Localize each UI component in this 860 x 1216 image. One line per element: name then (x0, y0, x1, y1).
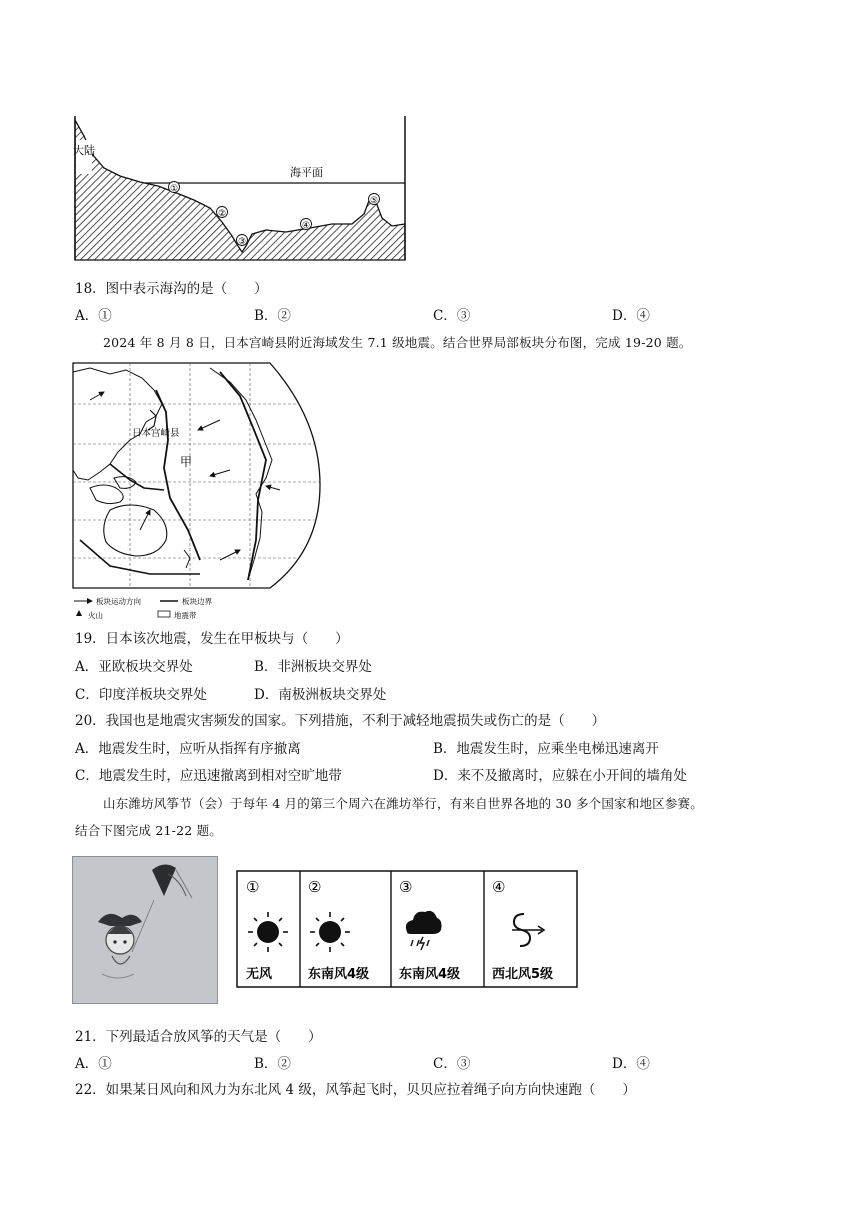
q20-option-a[interactable]: A．地震发生时，应听从指挥有序撤离 (75, 741, 301, 757)
marker-3: ③ (237, 237, 247, 247)
q21-option-d[interactable]: D．④ (612, 1056, 650, 1072)
weather-label-2: 东南风4级 (308, 967, 370, 982)
weather-num-1: ① (246, 878, 260, 896)
q21-option-b[interactable]: B．② (254, 1056, 291, 1072)
sea-level-label: 海平面 (290, 166, 323, 179)
q19-option-a[interactable]: A．亚欧板块交界处 (75, 659, 193, 675)
q21-option-c[interactable]: C．③ (433, 1056, 471, 1072)
q18-option-a[interactable]: A．① (75, 308, 112, 324)
weather-label-3: 东南风4级 (399, 967, 461, 982)
weather-label-1: 无风 (246, 967, 273, 982)
q20-option-c[interactable]: C．地震发生时，应迅速撤离到相对空旷地带 (75, 768, 342, 784)
weather-table (236, 870, 578, 988)
weather-label-4: 西北风5级 (492, 967, 554, 982)
q19-option-d[interactable]: D．南极洲板块交界处 (254, 687, 387, 703)
legend-boundary: 板块边界 (182, 597, 212, 606)
q18-option-c[interactable]: C．③ (433, 308, 471, 324)
ocean-profile-figure (70, 114, 410, 262)
q21-option-a[interactable]: A．① (75, 1056, 112, 1072)
intro-19-20: 2024 年 8 月 8 日，日本宫崎县附近海域发生 7.1 级地震。结合世界局部板块分布图，完成 19-20 题。 (103, 335, 692, 350)
legend-motion: 板块运动方向 (96, 597, 141, 606)
q22-stem: 22．如果某日风向和风力为东北风 4 级，风筝起飞时，贝贝应拉着绳子向方向快速跑（ ） (75, 1082, 636, 1098)
legend-seismic-belt: 地震带 (174, 611, 197, 620)
legend-volcano: 火山 (88, 611, 103, 620)
intro-21-22-line2: 结合下图完成 21-22 题。 (75, 823, 222, 838)
map-plate-label: 甲 (180, 455, 193, 469)
q18-option-d[interactable]: D．④ (612, 308, 650, 324)
marker-5: ⑤ (369, 196, 379, 206)
q20-option-d[interactable]: D．来不及撤离时，应躲在小开间的墙角处 (433, 768, 687, 784)
q19-stem: 19．日本该次地震，发生在甲板块与（ ） (75, 631, 349, 647)
kite-photo (72, 856, 218, 1004)
marker-2: ② (217, 209, 227, 219)
q19-option-c[interactable]: C．印度洋板块交界处 (75, 687, 207, 703)
marker-1: ① (169, 184, 179, 194)
q18-option-b[interactable]: B．② (254, 308, 291, 324)
intro-21-22-line1: 山东潍坊风筝节（会）于每年 4 月的第三个周六在潍坊举行，有来自世界各地的 30 多个国家和地区参赛。 (103, 796, 703, 811)
map-place-label: 日本宫崎县 (132, 428, 180, 439)
weather-num-2: ② (308, 878, 322, 896)
land-label: 大陆 (73, 144, 95, 157)
q18-stem: 18．图中表示海沟的是（ ） (75, 281, 268, 297)
q21-stem: 21．下列最适合放风筝的天气是（ ） (75, 1029, 322, 1045)
q20-option-b[interactable]: B．地震发生时，应乘坐电梯迅速离开 (433, 741, 659, 757)
weather-num-4: ④ (492, 878, 506, 896)
q20-stem: 20．我国也是地震灾害频发的国家。下列措施，不利于减轻地震损失或伤亡的是（ ） (75, 713, 606, 729)
q19-option-b[interactable]: B．非洲板块交界处 (254, 659, 372, 675)
weather-num-3: ③ (399, 878, 413, 896)
plate-map-figure (70, 360, 330, 622)
marker-4: ④ (301, 221, 311, 231)
